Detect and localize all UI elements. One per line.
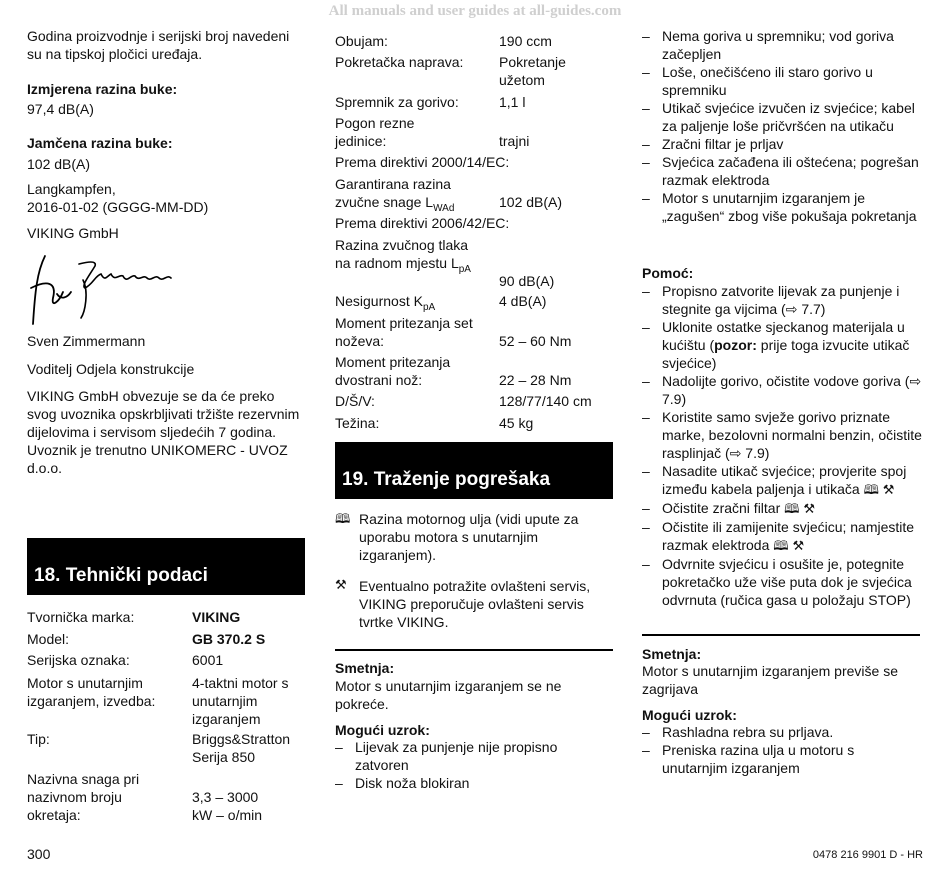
obligation-text: VIKING GmbH obvezuje se da će preko svog uvoznika opskrbljivati tržište rezervnim dijelovima i servisom sljedećih 7 godina. Uvoznik je trenutno UNIKOMERC - UVOZ d.o.o. xyxy=(27,388,300,476)
list-item: – Preniska razina ulja u motoru s unutarnjim izgaranjem xyxy=(642,741,902,777)
list-item: – Koristite samo svježe gorivo priznate marke, bezolovni normalni benzin, očistite rasplinjač (⇨ 7.9) xyxy=(642,408,924,462)
spec-key-subscript: pA xyxy=(458,263,471,275)
spec-row xyxy=(27,608,317,626)
company-text: VIKING GmbH xyxy=(27,225,119,241)
spec-key: Pogon rezne jedinice: xyxy=(335,115,415,149)
list-item xyxy=(642,318,924,372)
legend-book xyxy=(335,510,615,564)
list-item-text: Nasadite utikač svjećice; provjerite spoj između kabela paljenja i utikača xyxy=(662,463,907,497)
list-item: – Nema goriva u spremniku; vod goriva začepljen xyxy=(642,27,924,63)
spec-value: 52 – 60 Nm xyxy=(499,333,572,349)
spec-value: Pokretanje užetom xyxy=(499,54,566,88)
spec-value: 1,1 l xyxy=(499,94,526,110)
spec-key: Tvornička marka: xyxy=(27,609,135,625)
spec-key: Spremnik za gorivo: xyxy=(335,94,459,110)
list-item: – Zračni filtar je prljav xyxy=(642,135,924,153)
spec-value: GB 370.2 S xyxy=(192,631,266,647)
spec-value: 102 dB(A) xyxy=(499,194,563,210)
technical-specs-table-1 xyxy=(27,608,317,828)
spec-row xyxy=(335,175,615,214)
spec-key: Motor s unutarnjim izgaranjem, izvedba: xyxy=(27,675,156,709)
warning-word: pozor: xyxy=(714,337,757,353)
cause-label-2: Mogući uzrok: xyxy=(642,707,737,723)
list-item: – Utikač svjećice izvučen iz svjećice; kabel za paljenje loše pričvršćen na utikaču xyxy=(642,99,924,135)
list-item-text: Očistite ili zamijenite svjećicu; namjestite razmak elektroda xyxy=(662,519,915,553)
spec-key: Model: xyxy=(27,631,70,647)
cause-label: Mogući uzrok: xyxy=(335,722,430,738)
book-icon: 🕮 xyxy=(335,511,351,526)
wrench-screwdriver-icon: ⚒ xyxy=(803,501,816,516)
spec-value: 22 – 28 Nm xyxy=(499,372,572,388)
help-list xyxy=(642,282,924,609)
signer-name: Sven Zimmermann xyxy=(27,333,146,349)
spec-key: Prema direktivi 2000/14/EC: xyxy=(335,154,510,170)
spec-row xyxy=(335,114,615,150)
spec-key-subscript: pA xyxy=(422,301,436,313)
spec-key-text: Garantirana razina zvučne snage L xyxy=(335,176,451,210)
list-item: – Svjećica začađena ili oštećena; pogrešan razmak elektroda xyxy=(642,153,924,189)
spec-value: 4 dB(A) xyxy=(499,293,547,309)
signature-image xyxy=(27,252,187,330)
list-item xyxy=(642,462,924,499)
date-text: 2016-01-02 (GGGG-MM-DD) xyxy=(27,199,209,215)
help-label: Pomoć: xyxy=(642,265,694,281)
intro-text: Godina proizvodnje i serijski broj navedeni su na tipskoj pločici uređaja. xyxy=(27,28,290,62)
cause-list xyxy=(335,738,615,792)
fault-label: Smetnja: xyxy=(335,660,395,676)
wrench-screwdriver-icon: ⚒ xyxy=(882,482,895,497)
spec-row xyxy=(335,353,615,389)
spec-row xyxy=(335,53,615,89)
spec-key xyxy=(335,236,480,279)
cause-list-continued xyxy=(642,27,924,225)
spec-key-text: Razina zvučnog tlaka na radnom mjestu L xyxy=(335,237,469,271)
spec-key: Tip: xyxy=(27,731,50,747)
measured-noise-value: 97,4 dB(A) xyxy=(27,101,94,117)
wrench-screwdriver-icon: ⚒ xyxy=(792,538,805,553)
spec-value: Briggs&Stratton Serija 850 xyxy=(192,731,291,765)
list-item xyxy=(642,518,924,555)
watermark: All manuals and user guides at all-guides.com xyxy=(328,3,622,19)
spec-row xyxy=(335,236,615,290)
spec-value: 3,3 – 3000 kW – o/min xyxy=(192,789,263,823)
spec-value: 190 ccm xyxy=(499,33,552,49)
spec-value: 128/77/140 cm xyxy=(499,393,592,409)
legend-book-text: Razina motornog ulja (vidi upute za uporabu motora s unutarnjim izgaranjem). xyxy=(359,511,579,563)
spec-key: Serijska oznaka: xyxy=(27,652,130,668)
spec-value: 90 dB(A) xyxy=(499,273,555,289)
divider xyxy=(335,649,613,651)
cause-list-2 xyxy=(642,723,924,777)
list-item: – Rashladna rebra su prljava. xyxy=(642,723,924,741)
spec-key: D/Š/V: xyxy=(335,393,375,409)
signer-role: Voditelj Odjela konstrukcije xyxy=(27,361,195,377)
section-19-title: 19. Traženje pogrešaka xyxy=(342,469,551,490)
spec-key: Nazivna snaga pri nazivnom broju okretaja: xyxy=(27,771,140,823)
section-18-title: 18. Tehnički podaci xyxy=(34,565,208,586)
list-item: – Disk noža blokiran xyxy=(335,774,615,792)
spec-row xyxy=(27,674,317,728)
section-19-header xyxy=(335,442,613,499)
list-item: – Odvrnite svjećicu i osušite je, potegnite pokretačko uže više puta dok je svjećica odvrnuta (ručica gasa u položaju STOP) xyxy=(642,555,924,609)
spec-value: trajni xyxy=(499,133,530,149)
spec-value: 6001 xyxy=(192,652,224,668)
list-item-text: prije toga izvucite utikač svjećice) xyxy=(662,337,910,371)
list-item xyxy=(642,499,924,518)
spec-value: VIKING xyxy=(192,609,241,625)
page-number: 300 xyxy=(27,846,51,862)
spec-key: Pokretačka naprava: xyxy=(335,54,464,70)
spec-key: Moment pritezanja set noževa: xyxy=(335,315,473,349)
spec-row xyxy=(27,770,317,824)
fault-text: Motor s unutarnjim izgaranjem se ne pokreće. xyxy=(335,678,562,712)
spec-value: 45 kg xyxy=(499,415,534,431)
guaranteed-noise-label: Jamčena razina buke: xyxy=(27,135,173,151)
technical-specs-table-2 xyxy=(335,32,615,432)
measured-noise-label: Izmjerena razina buke: xyxy=(27,81,178,97)
spec-key: Težina: xyxy=(335,415,380,431)
spec-row xyxy=(27,651,317,669)
list-item: – Propisno zatvorite lijevak za punjenje i stegnite ga vijcima (⇨ 7.7) xyxy=(642,282,924,318)
spec-key-text: Nesigurnost K xyxy=(335,293,423,309)
book-icon: 🕮 xyxy=(863,482,879,497)
spec-key xyxy=(335,175,470,218)
wrench-screwdriver-icon: ⚒ xyxy=(335,577,347,592)
spec-key: Prema direktivi 2006/42/EC: xyxy=(335,215,510,231)
list-item: – Lijevak za punjenje nije propisno zatvoren xyxy=(335,738,585,774)
guaranteed-noise-value: 102 dB(A) xyxy=(27,156,91,172)
list-item: – Motor s unutarnjim izgaranjem je „zagušen“ zbog više pokušaja pokretanja xyxy=(642,189,924,225)
book-icon: 🕮 xyxy=(784,501,800,516)
place-text: Langkampfen, xyxy=(27,181,116,197)
document-code: 0478 216 9901 D - HR xyxy=(812,849,923,861)
spec-row xyxy=(27,630,317,648)
list-item-text: Očistite zračni filtar xyxy=(662,500,781,516)
list-item: – Loše, onečišćeno ili staro gorivo u spremniku xyxy=(642,63,924,99)
spec-row xyxy=(335,314,615,350)
spec-row xyxy=(27,730,317,766)
divider xyxy=(642,634,920,636)
legend-tool-text: Eventualno potražite ovlašteni servis, VIKING preporučuje ovlašteni servis tvrtke VIKING. xyxy=(359,578,591,630)
spec-key: Moment pritezanja dvostrani nož: xyxy=(335,354,451,388)
legend-tool xyxy=(335,577,615,631)
section-18-header xyxy=(27,538,305,595)
fault-text-2: Motor s unutarnjim izgaranjem previše se zagrijava xyxy=(642,663,898,697)
fault-label-2: Smetnja: xyxy=(642,646,702,662)
spec-key-subscript: WAd xyxy=(433,202,455,214)
list-item-text: Uklonite ostatke sjeckanog materijala u kućištu ( xyxy=(662,319,905,353)
book-icon: 🕮 xyxy=(773,538,789,553)
spec-key: Obujam: xyxy=(335,33,388,49)
spec-value: 4-taktni motor s unutarnjim izgaranjem xyxy=(192,675,289,727)
list-item: – Nadolijte gorivo, očistite vodove goriva (⇨ 7.9) xyxy=(642,372,924,408)
